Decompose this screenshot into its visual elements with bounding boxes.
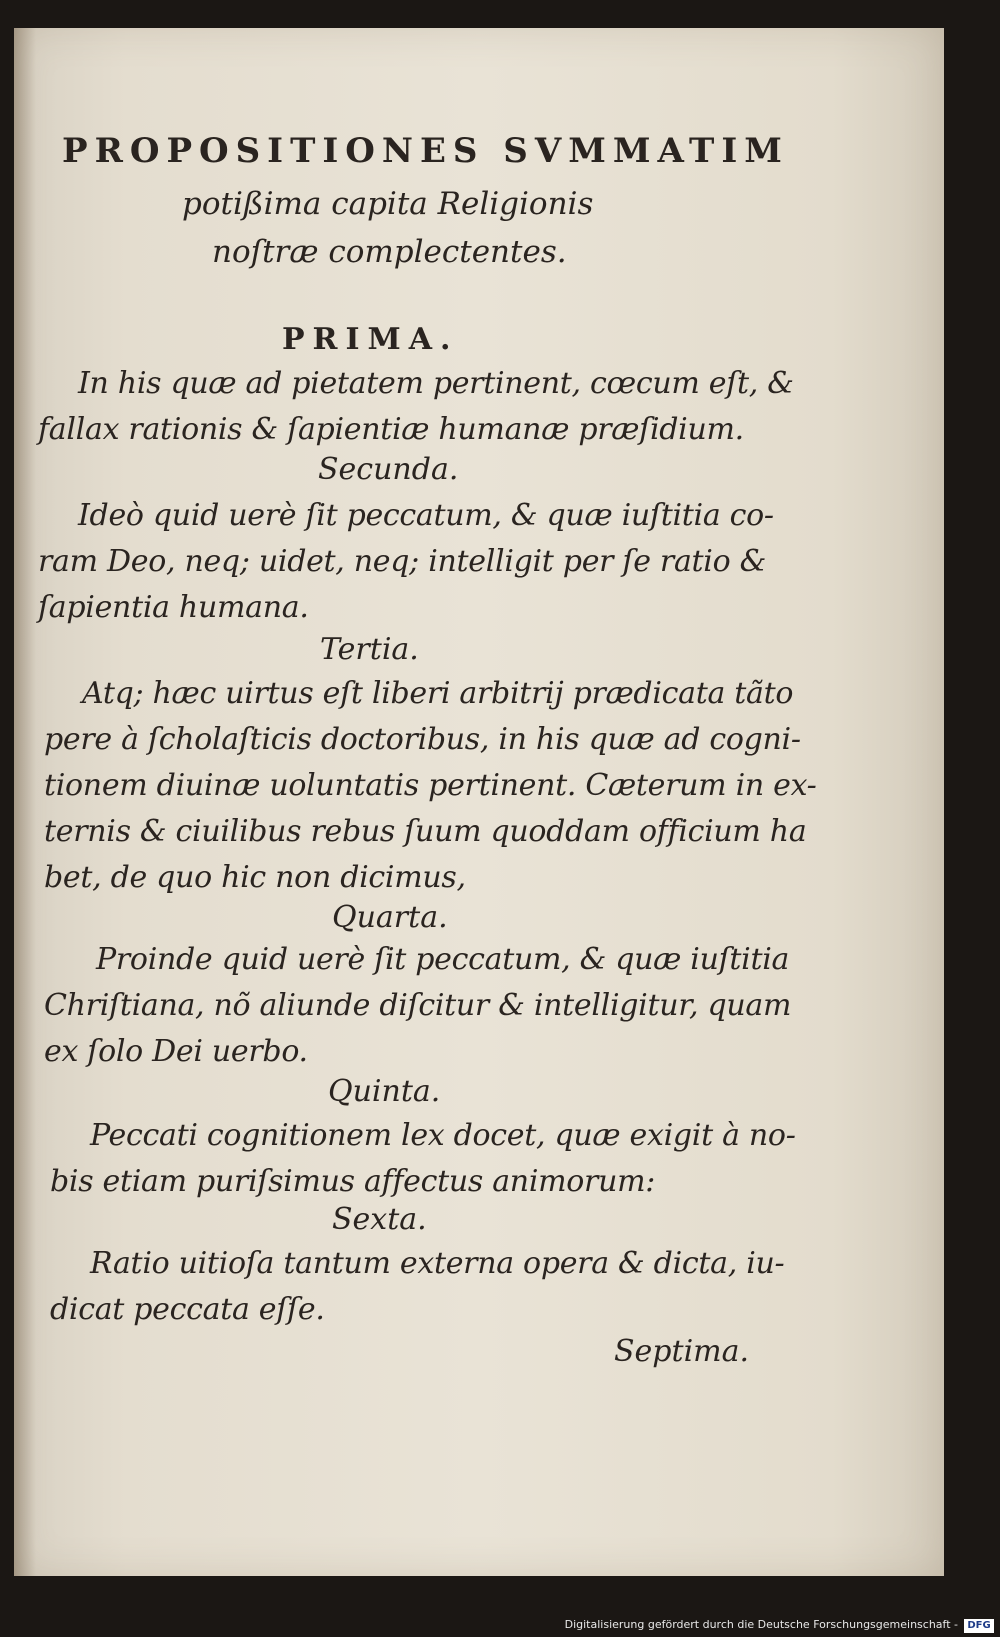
page-heading-line-3: noſtræ complectentes. [212, 234, 567, 270]
quarta-line-3: ex ſolo Dei uerbo. [44, 1034, 308, 1069]
section-label-quarta: Quarta. [332, 900, 448, 935]
quarta-line-1: Proinde quid uerè ſit peccatum, & quæ iuſtitia [96, 942, 790, 977]
page-heading-line-1: PROPOSITIONES SVMMATIM [62, 131, 789, 171]
prima-line-2: fallax rationis & ſapientiæ humanæ præſidium. [38, 412, 744, 447]
section-label-tertia: Tertia. [320, 632, 419, 667]
quinta-line-1: Peccati cognitionem lex docet, quæ exigit à no- [90, 1118, 796, 1153]
quarta-line-2: Chriſtiana, nõ aliunde diſcitur & intelligitur, quam [44, 988, 792, 1023]
tertia-line-1: Atq; hæc uirtus eſt liberi arbitrij prædicata tãto [82, 676, 794, 711]
section-label-sexta: Sexta. [332, 1202, 427, 1237]
section-label-secunda: Secunda. [318, 452, 459, 487]
digitization-credit: Digitalisierung gefördert durch die Deutsche Forschungsgemeinschaft - [564, 1618, 958, 1631]
sexta-line-2: dicat peccata eſſe. [50, 1292, 325, 1327]
catchword: Septima. [614, 1334, 750, 1369]
quinta-line-2: bis etiam puriſsimus affectus animorum: [50, 1164, 656, 1199]
tertia-line-4: ternis & ciuilibus rebus ſuum quoddam officium ha [44, 814, 807, 849]
tertia-line-3: tionem diuinæ uoluntatis pertinent. Cæterum in ex- [44, 768, 817, 803]
section-label-prima: PRIMA. [282, 322, 459, 357]
tertia-line-5: bet, de quo hic non dicimus, [44, 860, 466, 895]
book-page [14, 28, 944, 1576]
secunda-line-1: Ideò quid uerè ſit peccatum, & quæ iuſtitia co- [78, 498, 774, 533]
tertia-line-2: pere à ſcholaſticis doctoribus, in his quæ ad cogni- [44, 722, 801, 757]
page-heading-line-2: potißima capita Religionis [182, 186, 594, 222]
section-label-quinta: Quinta. [328, 1074, 441, 1109]
dfg-logo: DFG [964, 1619, 994, 1633]
sexta-line-1: Ratio uitioſa tantum externa opera & dicta, iu- [90, 1246, 785, 1281]
prima-line-1: In his quæ ad pietatem pertinent, cœcum eſt, & [78, 366, 794, 401]
secunda-line-2: ram Deo, neq; uidet, neq; intelligit per ſe ratio & [38, 544, 767, 579]
secunda-line-3: ſapientia humana. [38, 590, 309, 625]
